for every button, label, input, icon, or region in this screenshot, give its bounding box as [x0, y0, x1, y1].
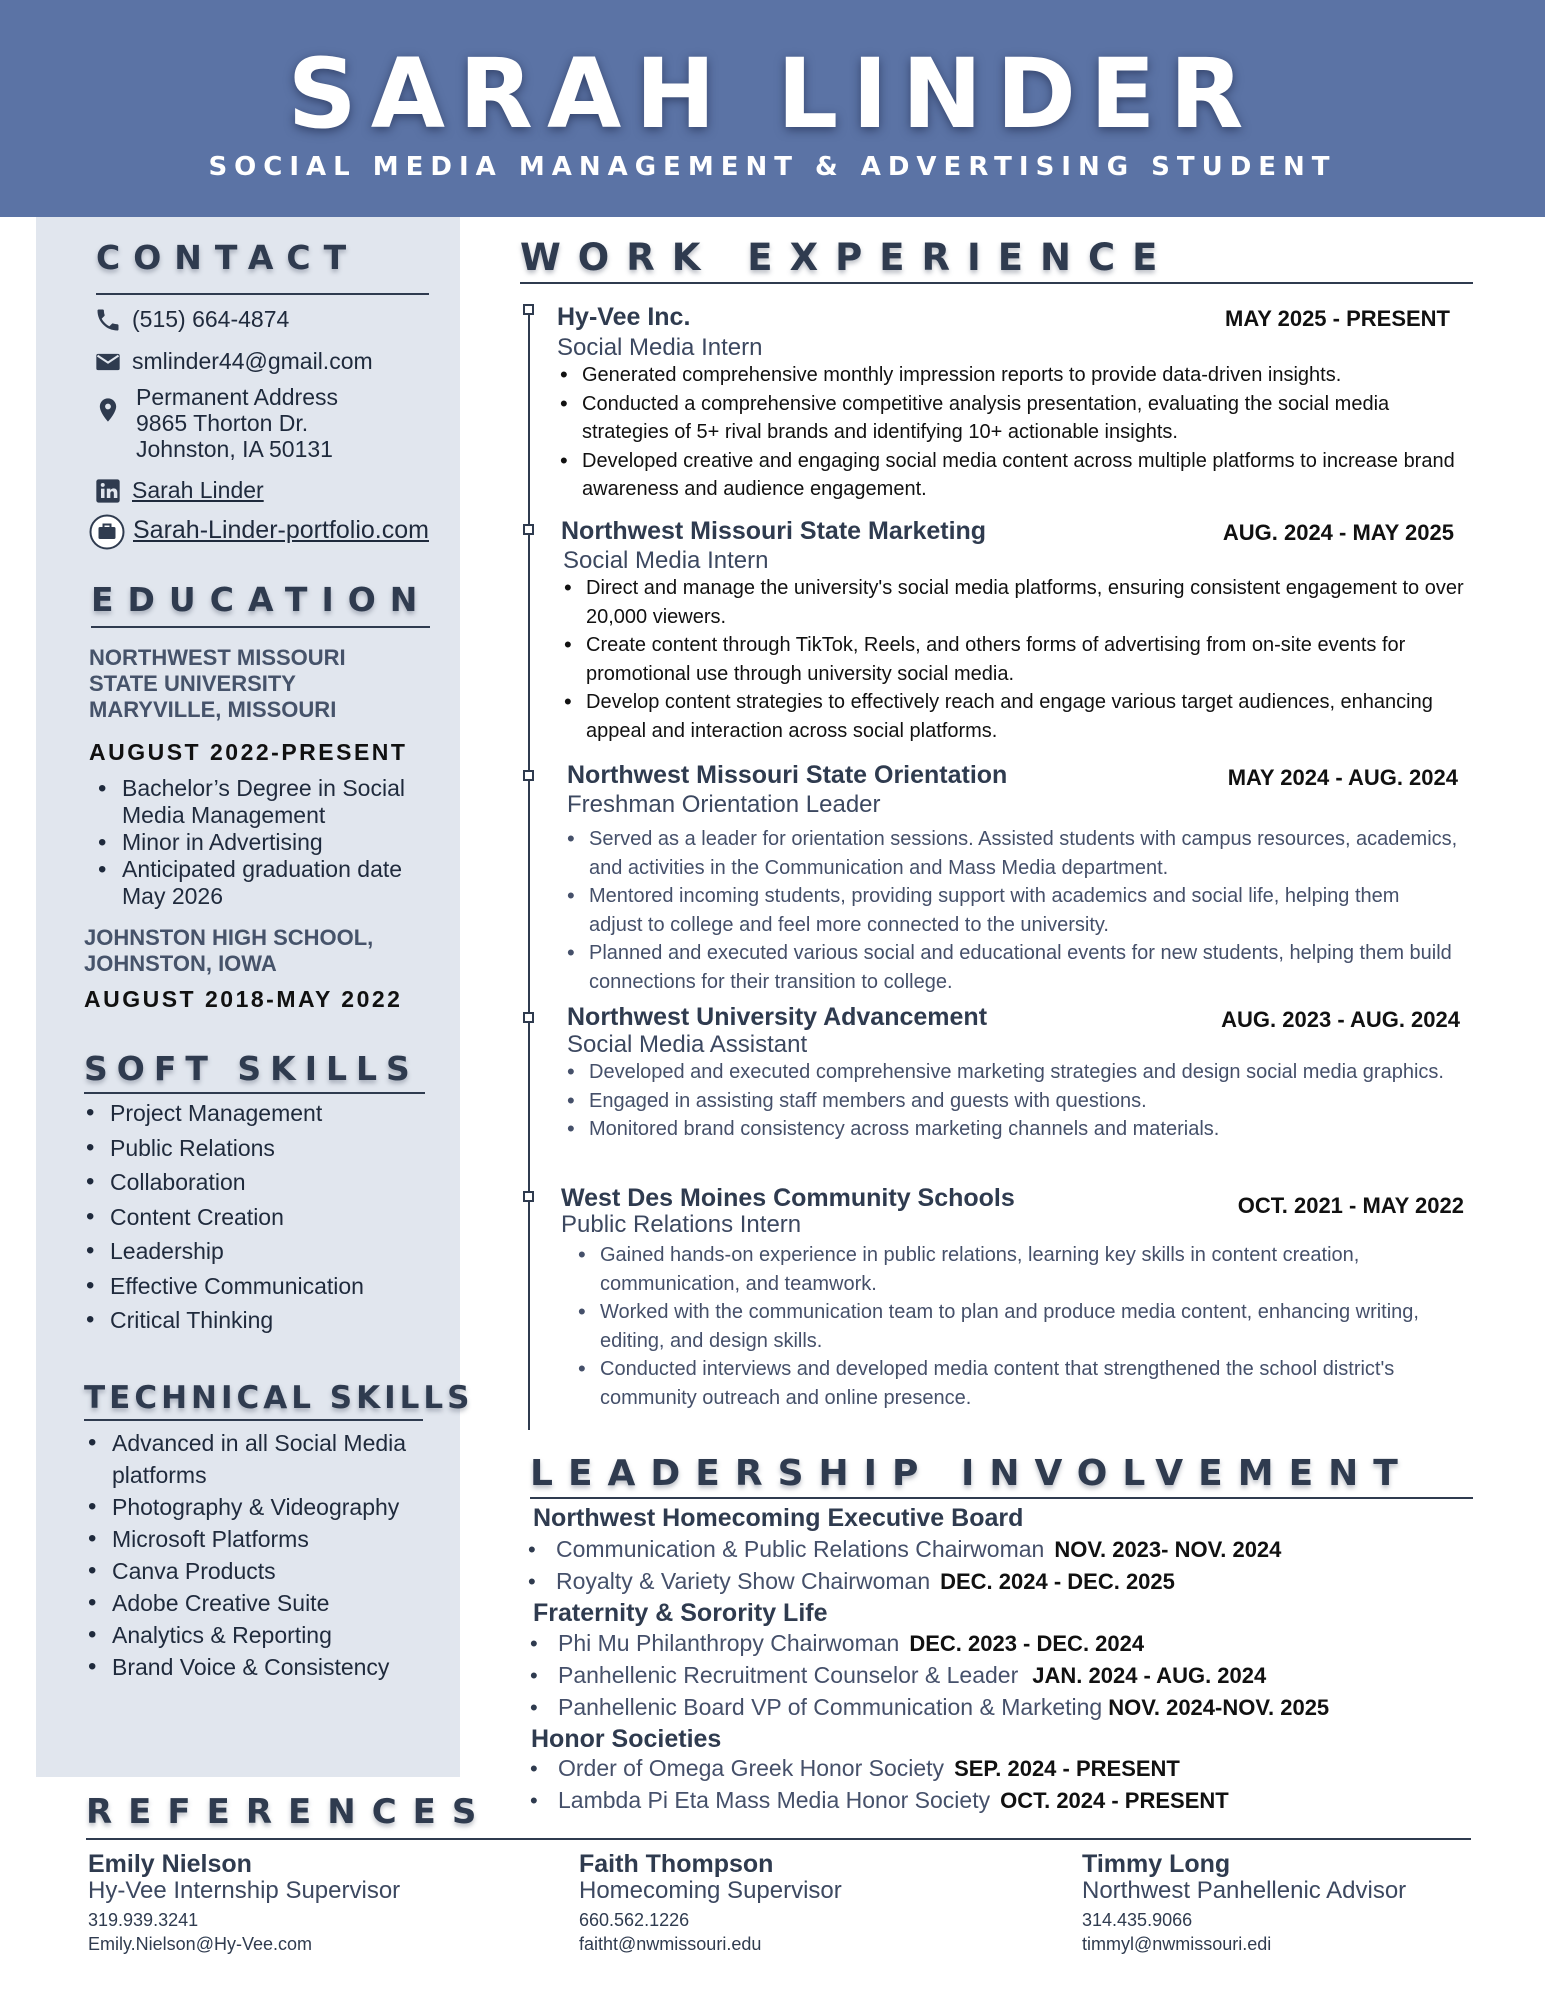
job-org: Hy-Vee Inc. — [557, 303, 691, 331]
school-name-johnston: JOHNSTON HIGH SCHOOL, JOHNSTON, IOWA — [84, 925, 374, 976]
job-org: Northwest University Advancement — [567, 1003, 988, 1031]
leadership-dates: NOV. 2024-NOV. 2025 — [1108, 1695, 1330, 1720]
leadership-group-fsl: Fraternity & Sorority Life — [533, 1599, 828, 1627]
contact-phone — [94, 306, 289, 334]
reference-name: Timmy Long — [1082, 1850, 1231, 1878]
list-item: • Photography & Videography — [82, 1491, 434, 1523]
resume-name: SARAH LINDER — [287, 38, 1258, 150]
reference-title: Northwest Panhellenic Advisor — [1082, 1877, 1407, 1904]
school-dates-nwmsu: AUGUST 2022-PRESENT — [89, 739, 408, 765]
references-heading: REFERENCES — [86, 1792, 493, 1832]
leadership-role: Communication & Public Relations Chairwoman — [556, 1536, 1045, 1562]
work-experience-rule — [520, 282, 1473, 284]
list-item: • Minor in Advertising — [92, 829, 432, 856]
timeline-node — [523, 304, 534, 315]
list-item: • Canva Products — [82, 1555, 434, 1587]
reference-card — [88, 1850, 448, 1956]
list-item: • Conducted interviews and developed media content that strengthened the school district's community outreach and online presence. — [574, 1355, 1459, 1412]
job-dates: OCT. 2021 - MAY 2022 — [1237, 1193, 1464, 1218]
job-dates: MAY 2025 - PRESENT — [1225, 306, 1450, 331]
leadership-dates: OCT. 2024 - PRESENT — [1000, 1788, 1229, 1813]
list-item: • Developed creative and engaging social media content across multiple platforms to increase brand awareness and audience engagement. — [556, 447, 1481, 504]
leadership-dates: DEC. 2023 - DEC. 2024 — [909, 1631, 1145, 1656]
job-role: Social Media Assistant — [567, 1031, 808, 1058]
job-dates: AUG. 2024 - MAY 2025 — [1222, 520, 1454, 545]
reference-email[interactable]: faitht@nwmissouri.edu — [579, 1934, 762, 1954]
list-item: • Gained hands-on experience in public relations, learning key skills in content creation, communication, and teamwork. — [574, 1241, 1459, 1298]
resume-subtitle: SOCIAL MEDIA MANAGEMENT & ADVERTISING STUDENT — [208, 152, 1337, 182]
technical-skills-list — [82, 1427, 434, 1683]
leadership-role: Panhellenic Board VP of Communication & Marketing — [558, 1694, 1103, 1720]
list-item: • Worked with the communication team to plan and produce media content, enhancing writing, editing, and design skills. — [574, 1298, 1459, 1355]
list-item: • Bachelor’s Degree in Social Media Management — [92, 775, 432, 829]
timeline-node — [523, 1012, 534, 1023]
address-label: Permanent Address — [136, 384, 339, 410]
list-item: • Mentored incoming students, providing support with academics and social life, helping them adjust to college and feel more connected to the university. — [563, 882, 1458, 939]
contact-portfolio[interactable] — [89, 514, 429, 550]
leadership-dates: DEC. 2024 - DEC. 2025 — [940, 1569, 1175, 1594]
education-rule — [91, 626, 430, 628]
leadership-dates: SEP. 2024 - PRESENT — [954, 1756, 1180, 1781]
leadership-role-row: • Royalty & Variety Show Chairwoman DEC. 2024 - DEC. 2025 — [528, 1568, 1175, 1594]
school-dates-johnston: AUGUST 2018-MAY 2022 — [84, 986, 403, 1012]
references-rule — [86, 1838, 1471, 1840]
list-item: • Public Relations — [80, 1131, 430, 1166]
reference-phone: 319.939.3241 — [88, 1910, 199, 1930]
reference-email[interactable]: timmyl@nwmissouri.edi — [1082, 1934, 1272, 1954]
leadership-rule — [530, 1497, 1473, 1499]
job-bullets — [560, 574, 1480, 745]
school-name-nwmsu: NORTHWEST MISSOURI STATE UNIVERSITY MARYVILLE, MISSOURI — [89, 645, 346, 722]
briefcase-icon — [89, 514, 125, 550]
contact-rule — [96, 293, 429, 295]
education-details-list — [92, 775, 432, 910]
soft-skills-list — [80, 1096, 430, 1338]
list-item: • Served as a leader for orientation sessions. Assisted students with campus resources, academics, and activities in the Communication and Mass Media department. — [563, 825, 1458, 882]
list-item: • Adobe Creative Suite — [82, 1587, 434, 1619]
timeline-line — [528, 305, 530, 1430]
technical-skills-heading: TECHNICAL SKILLS — [84, 1380, 474, 1416]
leadership-role-row: • Order of Omega Greek Honor Society SEP. 2024 - PRESENT — [530, 1755, 1180, 1781]
list-item: • Collaboration — [80, 1165, 430, 1200]
list-item: • Monitored brand consistency across marketing channels and materials. — [563, 1115, 1458, 1144]
address-line-2: Johnston, IA 50131 — [136, 436, 333, 462]
leadership-heading: LEADERSHIP INVOLVEMENT — [530, 1453, 1413, 1494]
technical-skills-rule — [84, 1419, 423, 1421]
leadership-role-row: • Panhellenic Recruitment Counselor & Leader JAN. 2024 - AUG. 2024 — [530, 1662, 1267, 1688]
contact-address — [94, 384, 338, 462]
leadership-role: Order of Omega Greek Honor Society — [558, 1755, 945, 1781]
list-item: • Develop content strategies to effectively reach and engage various target audiences, enhancing appeal and interaction across social platforms. — [560, 688, 1480, 745]
list-item: • Leadership — [80, 1234, 430, 1269]
list-item: • Brand Voice & Consistency — [82, 1651, 434, 1683]
phone-text: (515) 664-4874 — [132, 306, 290, 332]
reference-card — [1082, 1850, 1442, 1956]
leadership-dates: NOV. 2023- NOV. 2024 — [1054, 1537, 1282, 1562]
job-role: Social Media Intern — [557, 334, 763, 361]
reference-card — [579, 1850, 939, 1956]
leadership-role-row: • Panhellenic Board VP of Communication & Marketing NOV. 2024-NOV. 2025 — [530, 1694, 1330, 1720]
job-dates: AUG. 2023 - AUG. 2024 — [1221, 1007, 1460, 1032]
leadership-role: Panhellenic Recruitment Counselor & Leader — [558, 1662, 1019, 1688]
address-line-1: 9865 Thorton Dr. — [136, 410, 309, 436]
leadership-role-row: • Lambda Pi Eta Mass Media Honor Society OCT. 2024 - PRESENT — [530, 1787, 1229, 1813]
reference-phone: 314.435.9066 — [1082, 1910, 1193, 1930]
list-item: • Generated comprehensive monthly impression reports to provide data-driven insights. — [556, 361, 1481, 390]
leadership-role: Royalty & Variety Show Chairwoman — [556, 1568, 931, 1594]
phone-icon — [94, 306, 122, 334]
list-item: • Engaged in assisting staff members and guests with questions. — [563, 1087, 1458, 1116]
reference-phone: 660.562.1226 — [579, 1910, 690, 1930]
job-org: West Des Moines Community Schools — [561, 1184, 1015, 1212]
list-item: • Project Management — [80, 1096, 430, 1131]
leadership-dates: JAN. 2024 - AUG. 2024 — [1032, 1663, 1267, 1688]
leadership-role-row: • Phi Mu Philanthropy Chairwoman DEC. 2023 - DEC. 2024 — [530, 1630, 1145, 1656]
job-org: Northwest Missouri State Marketing — [561, 517, 987, 545]
header-banner — [0, 0, 1545, 217]
job-dates: MAY 2024 - AUG. 2024 — [1227, 765, 1458, 790]
job-org: Northwest Missouri State Orientation — [567, 761, 1008, 789]
list-item: • Developed and executed comprehensive marketing strategies and design social media graphics. — [563, 1058, 1458, 1087]
list-item: • Conducted a comprehensive competitive analysis presentation, evaluating the social media strategies of 5+ rival brands and identifying 10+ actionable insights. — [556, 390, 1481, 447]
linkedin-link[interactable]: Sarah Linder — [132, 477, 264, 503]
soft-skills-rule — [84, 1092, 425, 1094]
reference-name: Faith Thompson — [579, 1850, 774, 1878]
list-item: • Effective Communication — [80, 1269, 430, 1304]
list-item: • Critical Thinking — [80, 1303, 430, 1338]
contact-linkedin[interactable] — [94, 477, 264, 505]
work-experience-heading: WORK EXPERIENCE — [520, 236, 1175, 279]
soft-skills-heading: SOFT SKILLS — [84, 1049, 419, 1088]
list-item: • Analytics & Reporting — [82, 1619, 434, 1651]
leadership-role: Phi Mu Philanthropy Chairwoman — [558, 1630, 900, 1656]
reference-title: Hy-Vee Internship Supervisor — [88, 1877, 401, 1904]
list-item: • Direct and manage the university's social media platforms, ensuring consistent engagement to over 20,000 viewers. — [560, 574, 1480, 631]
list-item: • Microsoft Platforms — [82, 1523, 434, 1555]
timeline-node — [523, 1191, 534, 1202]
email-text[interactable]: smlinder44@gmail.com — [132, 348, 373, 374]
linkedin-icon — [94, 477, 122, 505]
job-role: Social Media Intern — [563, 547, 769, 574]
job-bullets — [563, 1058, 1458, 1144]
job-bullets — [556, 361, 1481, 504]
contact-email — [94, 348, 373, 376]
job-role: Freshman Orientation Leader — [567, 791, 881, 818]
envelope-icon — [94, 348, 122, 376]
list-item: • Advanced in all Social Media platforms — [82, 1427, 434, 1491]
list-item: • Content Creation — [80, 1200, 430, 1235]
job-bullets — [574, 1241, 1459, 1412]
job-role: Public Relations Intern — [561, 1211, 802, 1238]
leadership-role-row: • Communication & Public Relations Chairwoman NOV. 2023- NOV. 2024 — [528, 1536, 1282, 1562]
leadership-group-homecoming: Northwest Homecoming Executive Board — [533, 1504, 1024, 1532]
portfolio-link[interactable]: Sarah-Linder-portfolio.com — [133, 516, 429, 544]
location-pin-icon — [94, 396, 122, 424]
job-bullets — [563, 825, 1458, 996]
timeline-node — [523, 524, 534, 535]
reference-title: Homecoming Supervisor — [579, 1877, 842, 1904]
list-item: • Anticipated graduation date May 2026 — [92, 856, 432, 910]
leadership-role: Lambda Pi Eta Mass Media Honor Society — [558, 1787, 991, 1813]
leadership-group-honor: Honor Societies — [531, 1725, 722, 1753]
reference-email[interactable]: Emily.Nielson@Hy-Vee.com — [88, 1934, 312, 1954]
education-heading: EDUCATION — [91, 580, 432, 619]
reference-name: Emily Nielson — [88, 1850, 252, 1878]
timeline-node — [523, 770, 534, 781]
list-item: • Planned and executed various social and educational events for new students, helping them build connections for their transition to college. — [563, 939, 1458, 996]
contact-heading: CONTACT — [96, 238, 360, 277]
list-item: • Create content through TikTok, Reels, and others forms of advertising from on-site events for promotional use through university social media. — [560, 631, 1480, 688]
